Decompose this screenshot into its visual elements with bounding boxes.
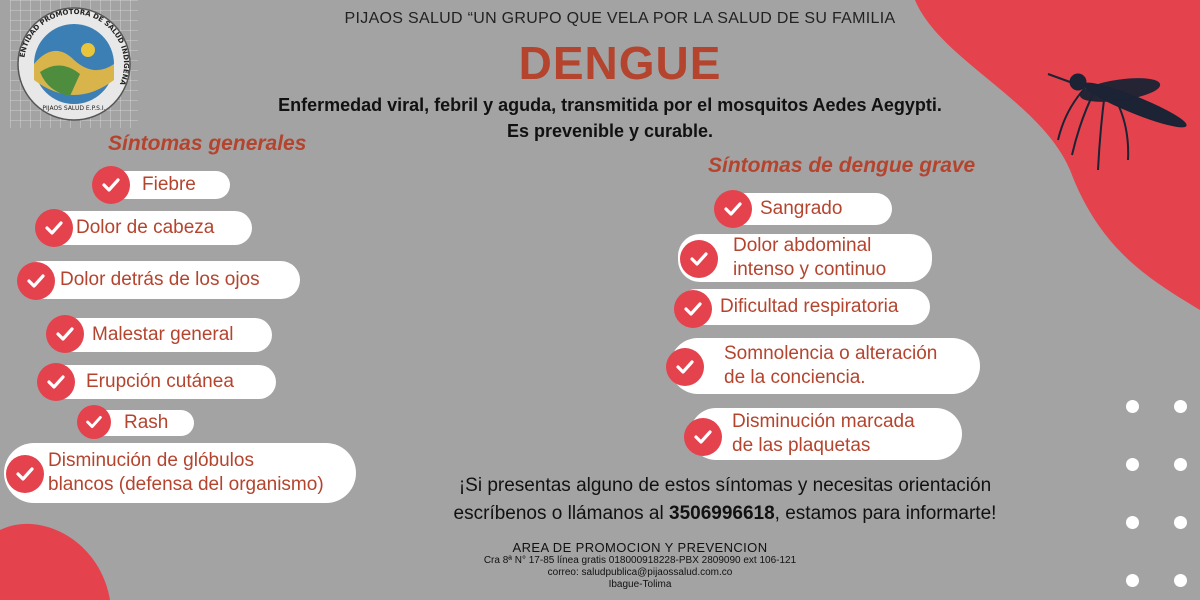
symptom-item [4,443,356,503]
symptom-label: Dolor abdominal intenso y continuo [733,235,887,280]
mosquito-icon [1040,60,1200,180]
check-icon [680,240,718,278]
pijaos-salud-logo [10,0,138,128]
severe-symptom-item [690,408,962,460]
check-icon [35,209,73,247]
decor-dot [1126,574,1139,587]
symptom-label: Rash [124,412,169,433]
decor-dot [1174,516,1187,529]
check-icon [6,455,44,493]
check-icon [17,262,55,300]
svg-text:ENTIDAD PROMOTORA DE SALUD IND [18,8,130,87]
symptom-label: Erupción cutánea [86,371,234,392]
logo-bottom-text: PIJAOS SALUD E.P.S.I. [42,105,106,112]
check-icon [37,363,75,401]
footer-address: Cra 8ª N° 17-85 línea gratis 018000918228-PBX 2809090 ext 106-121 [483,555,797,566]
symptom-label: Disminución marcada de las plaquetas [732,411,915,456]
general-symptoms-title: Síntomas generales [108,132,307,155]
phone-number: 3506996618 [669,503,775,524]
check-icon [674,290,712,328]
description-line-1: Enfermedad viral, febril y aguda, transmitida por el mosquitos Aedes Aegypti. [278,95,942,115]
contact-message [380,472,1070,528]
footer-email: correo: saludpublica@pijaossalud.com.co [547,567,733,578]
check-icon [666,348,704,386]
severe-symptom-item [670,338,980,394]
bottom-left-blob [0,500,120,600]
symptom-label: Fiebre [142,174,196,195]
footer-area: AREA DE PROMOCION Y PREVENCION [512,540,768,555]
logo-ring-text: ENTIDAD PROMOTORA DE SALUD INDIGENA [18,7,131,87]
symptom-label: Malestar general [92,324,234,345]
severe-symptoms-title: Síntomas de dengue grave [708,154,976,177]
decor-dot [1126,458,1139,471]
check-icon [92,166,130,204]
symptom-label: Sangrado [760,198,843,219]
check-icon [46,315,84,353]
footer-city: Ibague-Tolima [608,579,672,590]
decor-dot [1174,574,1187,587]
check-icon [684,418,722,456]
decor-dot [1174,458,1187,471]
severe-symptom-item [678,289,930,325]
disease-description [190,92,1030,144]
check-icon [714,190,752,228]
organization-slogan: PIJAOS SALUD “UN GRUPO QUE VELA POR LA SALUD DE SU FAMILIA [344,10,896,27]
symptom-label: Dificultad respiratoria [720,296,899,317]
symptom-label: Somnolencia o alteración de la conciencia. [724,343,938,388]
decor-dot [1174,400,1187,413]
description-line-2: Es prevenible y curable. [506,121,714,141]
decor-dot [1126,516,1139,529]
symptom-item [22,261,300,299]
symptom-label: Dolor detrás de los ojos [60,269,260,290]
footer [380,540,900,591]
check-icon [77,405,111,439]
symptom-item [42,365,276,399]
symptom-label: Dolor de cabeza [76,217,215,238]
contact-line-1: ¡Si presentas alguno de estos síntomas y necesitas orientación [458,475,992,496]
contact-line-2: escríbenos o llámanos al 3506996618, estamos para informarte! [453,503,997,524]
page-title: DENGUE [518,37,722,89]
decor-dot [1126,400,1139,413]
symptom-label: Disminución de glóbulos blancos (defensa del organismo) [48,450,324,495]
